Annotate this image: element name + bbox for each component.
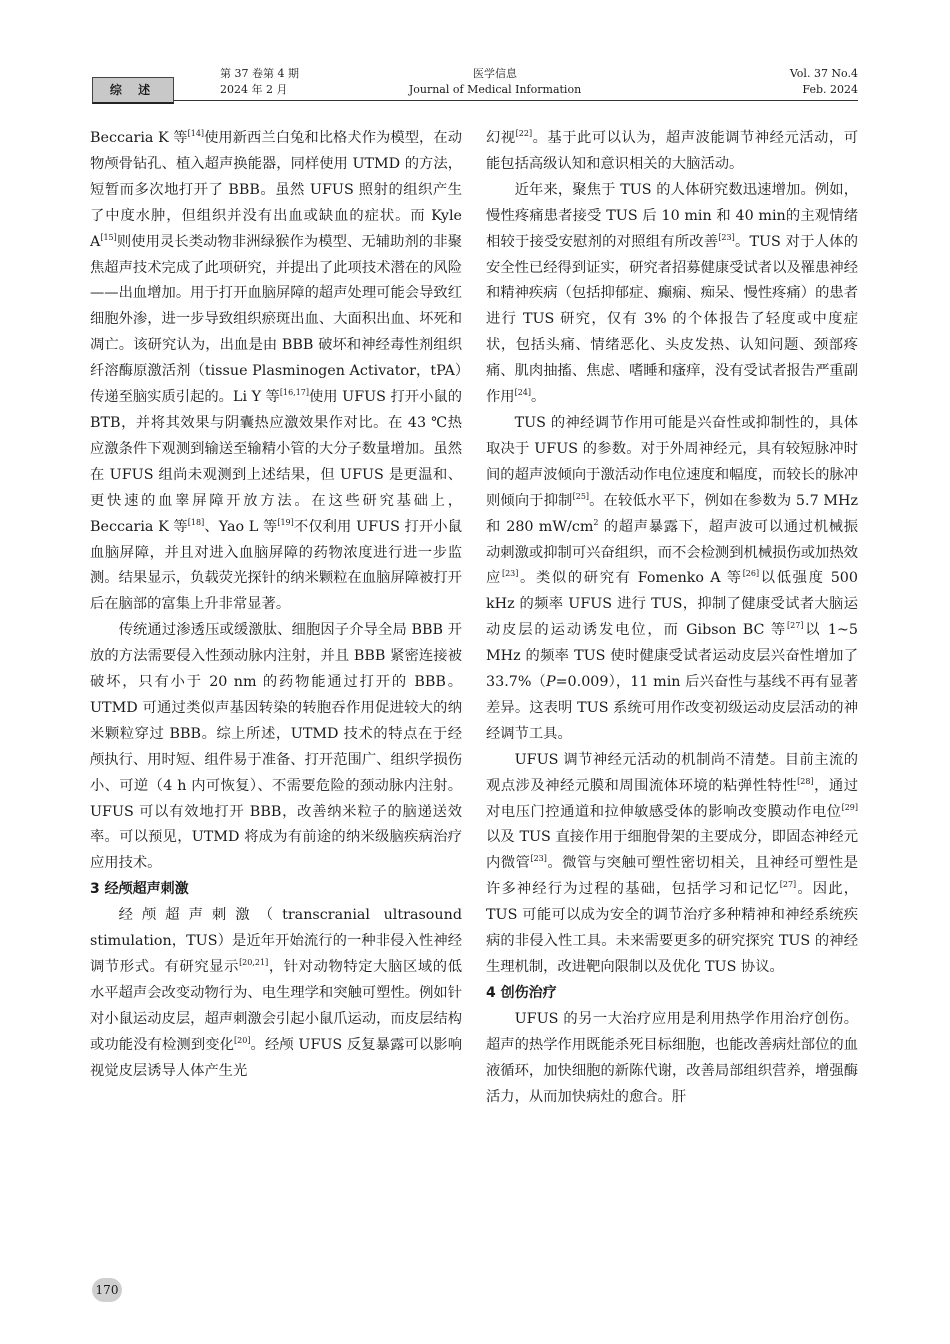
date-en: Feb. 2024 xyxy=(802,83,858,96)
paragraph: UFUS 的另一大治疗应用是利用热学作用治疗创伤。超声的热学作用既能杀死目标细胞，也能改善病灶部位的血液循环，加快细胞的新陈代谢，改善局部组织营养，增强酶活力，从而加快病灶的愈合。肝 xyxy=(486,1010,858,1105)
volume-cn: 第 37 卷第 4 期 xyxy=(220,67,299,80)
citation: [24] xyxy=(514,388,532,398)
citation: [19] xyxy=(277,517,294,527)
citation: [14] xyxy=(187,129,205,138)
citation: [18] xyxy=(187,517,205,527)
citation: [23] xyxy=(501,569,519,579)
left-column xyxy=(90,126,462,1085)
paragraph: 经颅超声刺激（transcranial ultrasound stimulation，TUS）是近年开始流行的一种非侵入性神经调节形式。有研究显示[20,21]，针对动物特定大脑区域的低水平超声会改变动物行为、电生理学和突触可塑性。例如针对小鼠运动皮层，超声刺激会引起小鼠爪运动，而皮层结构或功能没有检测到变化[20]。经颅 UFUS 反复暴露可以影响视觉皮层诱导人体产生光 xyxy=(90,907,462,1079)
journal-en: Journal of Medical Information xyxy=(408,83,582,96)
paragraph: 传统通过渗透压或缓激肽、细胞因子介导全局 BBB 开放的方法需要侵入性颈动脉内注射，并且 BBB 紧密连接被破坏，只有小于 20 nm 的药物能通过打开的 BBB。UTMD 可通过类似声基因转染的转胞吞作用促进较大的纳米颗粒穿过 BBB。综上所述，UTMD 技术的特点在于经颅执行、用时短、组件易于准备、打开范围广、组织学损伤小、可逆（4 h 内可恢复）、不需要危险的颈动脉内注射。UFUS 可以有效地打开 BBB，改善纳米粒子的脑递送效率。可以预见，UTMD 将成为有前途的纳米级脑疾病治疗应用技术。 xyxy=(90,622,462,872)
right-column xyxy=(486,126,858,1110)
p-value-symbol: P xyxy=(545,674,556,691)
citation: [20] xyxy=(234,1035,251,1045)
section-tag: 综 述 xyxy=(92,77,174,104)
volume-en: Vol. 37 No.4 xyxy=(789,67,858,80)
header-issue-cn xyxy=(220,66,299,98)
citation: [15] xyxy=(100,232,117,242)
paragraph: UFUS 调节神经元活动的机制尚不清楚。目前主流的观点涉及神经元膜和周围流体环境的粘弹性特性[28]，通过对电压门控通道和拉伸敏感受体的影响改变膜动作电位[29]以及 TUS 直接作用于细胞骨架的主要成分，即固态神经元内微管[23]。微管与突触可塑性密切相关，且神经可塑性是许多神经行为过程的基础，包括学习和记忆[27]。因此，TUS 可能可以成为安全的调节治疗多种精神和神经系统疾病的非侵入性工具。未来需要更多的研究探究 TUS 的神经生理机制，改进靶向限制以及优化 TUS 协议。 xyxy=(486,751,859,975)
citation: [20,21] xyxy=(239,958,269,967)
citation: [25] xyxy=(572,491,590,501)
header-journal xyxy=(352,66,638,98)
citation: [27] xyxy=(779,880,797,890)
citation: [28] xyxy=(797,776,814,786)
paragraph: TUS 的神经调节作用可能是兴奋性或抑制性的，具体取决于 UFUS 的参数。对于外周神经元，具有较短脉冲时间的超声波倾向于激活动作电位速度和幅度，而较长的脉冲则倾向于抑制[25]。在较低水平下，例如在参数为 5.7 MHz 和 280 $mW/cm^2$ 的超声暴露下，超声波可以通过机械振动刺激或抑制可兴奋组织，而不会检测到机械损伤或加热效应[23]。类似的研究有 Fomenko A 等[26]以低强度 500 kHz 的频率 UFUS 进行 TUS，抑制了健康受试者大脑运动皮层的运动诱发电位，而 Gibson BC 等[27]以 1~5 MHz 的频率 TUS 使时健康受试者运动皮层兴奋性增加了 33.7%（P=0.009），11 min 后兴奋性与基线不再有显著差异。这表明 TUS 系统可用作改变初级运动皮层活动的神经调节工具。 xyxy=(486,414,859,742)
citation: [22] xyxy=(515,129,533,138)
citation: [29] xyxy=(841,802,858,812)
journal-cn: 医学信息 xyxy=(473,67,517,80)
section-heading: 4 创伤治疗 xyxy=(486,984,557,1001)
page-number: 170 xyxy=(92,1278,122,1302)
citation: [23] xyxy=(530,854,547,864)
citation: [16,17] xyxy=(279,388,310,398)
citation: [26] xyxy=(742,569,760,579)
paragraph: Beccaria K 等[14]使用新西兰白兔和比格犬作为模型，在动物颅骨钻孔、植入超声换能器，同样使用 UTMD 的方法，短暂而多次地打开了 BBB。虽然 UFUS 照射的组织产生了中度水肿，但组织并没有出血或缺血的症状。而 Kyle A[15]则使用灵长类动物非洲绿猴作为模型、无辅助剂的非聚焦超声技术完成了此项研究，并提出了此项技术潜在的风险——出血增加。用于打开血脑屏障的超声处理可能会导致红细胞外渗，进一步导致组织瘀斑出血、大面积出血、坏死和凋亡。该研究认为，出血是由 BBB 破坏和神经毒性剂组织纤溶酶原激活剂（tissue Plasminogen Activator，tPA）传递至脑实质引起的。Li Y 等[16,17]使用 UFUS 打开小鼠的 BTB，并将其效果与阴囊热应激效果作对比。在 43 ℃热应激条件下观测到输送至输精小管的大分子数量增加。虽然在 UFUS 组尚未观测到上述结果，但 UFUS 是更温和、更快速的血睾屏障开放方法。在这些研究基础上，Beccaria K 等[18]、Yao L 等[19]不仅利用 UFUS 打开小鼠血脑屏障，并且对进入血脑屏障的药物浓度进行进一步监测。结果显示，负载荧光探针的纳米颗粒在血脑屏障被打开后在脑部的富集上升非常显著。 xyxy=(90,129,462,613)
citation: [27] xyxy=(787,621,804,631)
page-header xyxy=(92,64,858,102)
citation: [23] xyxy=(718,232,735,242)
date-cn: 2024 年 2 月 xyxy=(220,83,288,96)
paragraph: 近年来，聚焦于 TUS 的人体研究数迅速增加。例如，慢性疼痛患者接受 TUS 后 10 min 和 40 min的主观情绪相较于接受安慰剂的对照组有所改善[23]。TUS 对于人体的安全性已经得到证实，研究者招募健康受试者以及罹患神经和精神疾病（包括抑郁症、癫痫、痴呆、慢性疼痛）的患者进行 TUS 研究，仅有 3% 的个体报告了轻度或中度症状，包括头痛、情绪恶化、头皮发热、认知问题、颈部疼痛、肌肉抽搐、焦虑、嗜睡和瘙痒，没有受试者报告严重副作用[24]。 xyxy=(486,181,858,406)
header-rule xyxy=(174,100,858,101)
superscript: 2 xyxy=(593,517,599,527)
paragraph: 幻视[22]。基于此可以认为，超声波能调节神经元活动，可能包括高级认知和意识相关的大脑活动。 xyxy=(486,129,859,172)
section-heading: 3 经颅超声刺激 xyxy=(90,881,189,898)
header-issue-en xyxy=(790,66,858,98)
